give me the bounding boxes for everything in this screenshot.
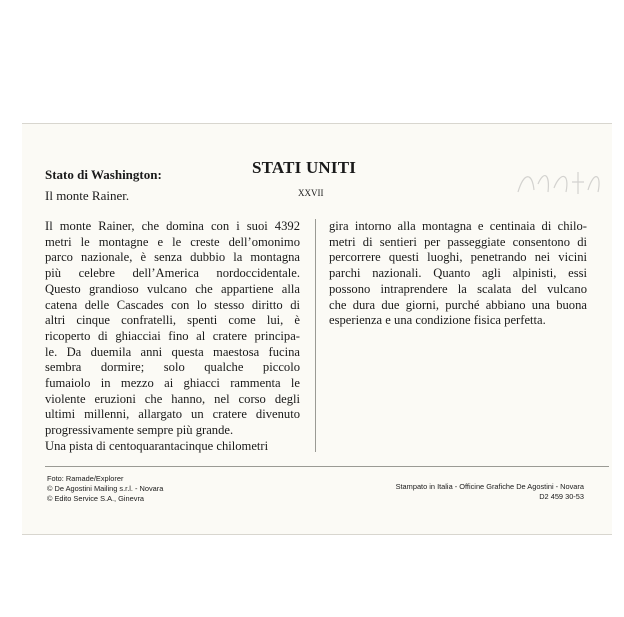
text-line: esperienza e una condizione fisica perfetta. xyxy=(329,313,546,328)
text-line: ricoperto di ghiacciai fino al cratere principa- xyxy=(45,328,300,343)
printer-info xyxy=(396,482,584,502)
description-column-left xyxy=(45,219,300,455)
pencil-mark-decoration xyxy=(514,162,604,202)
text-line: percorrere questi luoghi, penetrando nei vicini xyxy=(329,250,587,265)
card-number: XXVII xyxy=(298,188,324,198)
text-line: gira intorno alla montagna e centinaia di chilo- xyxy=(329,219,587,233)
text-line: Questo grandioso vulcano che appartiene alla xyxy=(45,281,300,296)
text-line: parchi nazionali. Quanto agli alpinisti, essi xyxy=(329,266,587,281)
text-line: metri le montagne e le creste dell’omonimo xyxy=(45,234,300,249)
state-heading: Stato di Washington: xyxy=(45,167,162,182)
text-line: catena delle Cascades con lo stesso diritto di xyxy=(45,297,300,312)
text-line: progressivamente sempre più grande. xyxy=(45,423,234,438)
text-line: metri di sentieri per passeggiate consentono di xyxy=(329,234,587,249)
text-line: sembra dormire; solo qualche piccolo xyxy=(45,360,300,375)
text-line: Il monte Rainer, che domina con i suoi 4392 xyxy=(45,219,300,233)
text-line: più celebre dell’America nordoccidentale. xyxy=(45,266,300,281)
column-divider xyxy=(315,219,316,452)
page-title: STATI UNITI xyxy=(252,158,357,177)
text-line: Una pista di centoquarantacinque chilometri xyxy=(45,438,269,453)
text-line: altri cinque confratelli, spenti come lui, è xyxy=(45,313,300,328)
product-code: D2 459 30-53 xyxy=(539,492,584,501)
photo-credit: Foto: Ramade/Explorer xyxy=(47,474,124,483)
photo-credits xyxy=(47,474,163,504)
text-line: violente eruzioni che hanno, nel corso degli xyxy=(45,391,300,406)
place-name: Il monte Rainer. xyxy=(45,188,130,203)
footer-divider xyxy=(45,466,609,467)
text-line: le. Da duemila anni questa maestosa fucina xyxy=(45,344,300,359)
postcard-back xyxy=(22,123,612,535)
text-line: che dura due giorni, purché abbiano una buona xyxy=(329,297,587,312)
text-line: parco nazionale, è senza dubbio la montagna xyxy=(45,250,300,265)
text-line: fumaiolo in mezzo ai ghiacci rammenta le xyxy=(45,376,300,391)
printer-line: Stampato in Italia - Officine Grafiche De Agostini - Novara xyxy=(395,482,584,491)
text-line: possono intraprendere la scalata del vulcano xyxy=(329,281,587,296)
copyright-line: © De Agostini Mailing s.r.l. - Novara xyxy=(47,484,164,493)
text-line: ultimi millenni, allargato un cratere divenuto xyxy=(45,407,300,422)
description-column-right xyxy=(329,219,587,329)
copyright-line: © Edito Service S.A., Ginevra xyxy=(47,494,145,503)
